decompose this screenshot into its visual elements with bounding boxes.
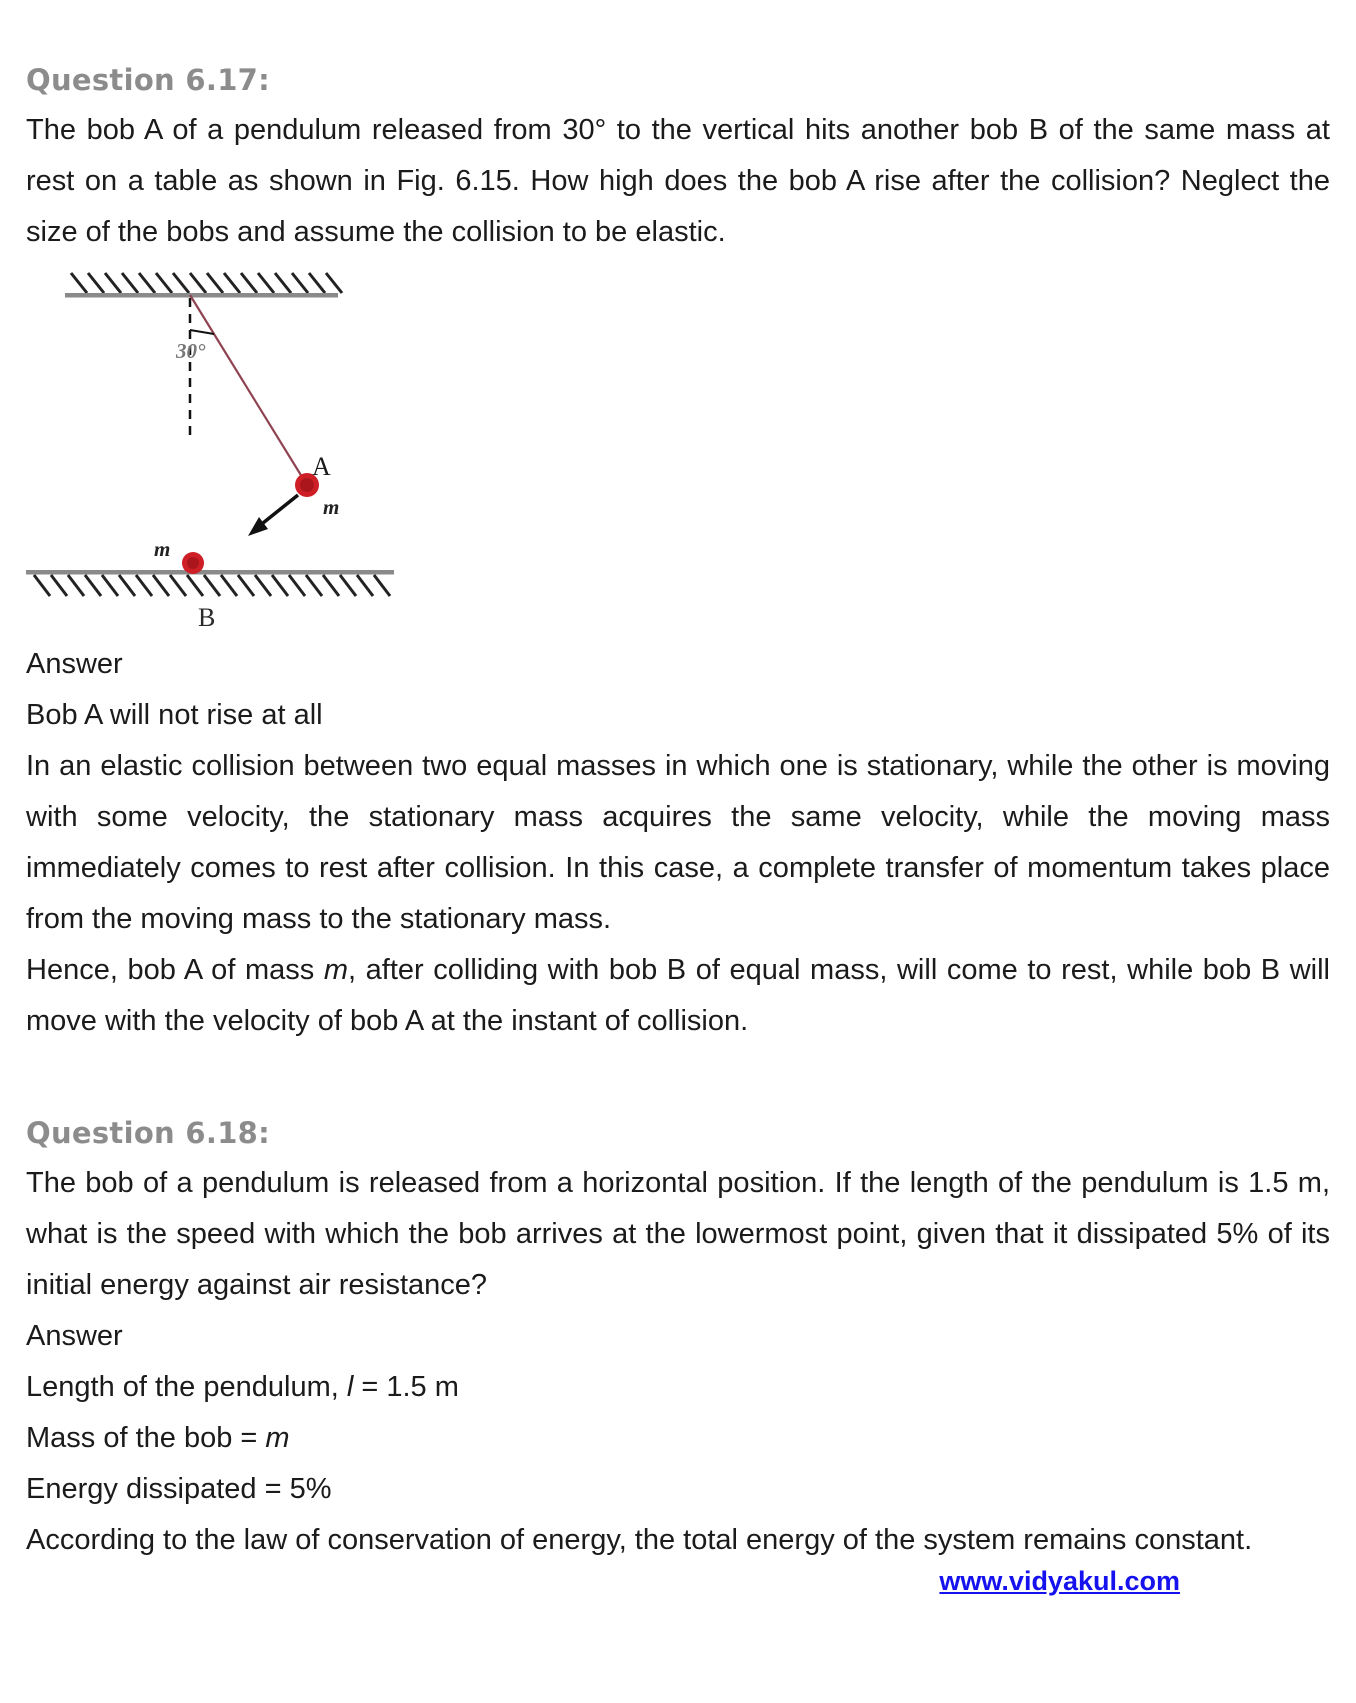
angle-arc <box>190 330 214 334</box>
mass-italic-m: m <box>265 1422 290 1454</box>
pendulum-length-line <box>26 1362 1330 1413</box>
hence-italic-m: m <box>323 954 349 986</box>
mass-prefix: Mass of the bob = <box>26 1422 266 1454</box>
energy-dissipated-line: Energy dissipated = 5% <box>26 1473 332 1505</box>
table-line <box>26 570 394 575</box>
length-prefix: Length of the pendulum, <box>26 1371 347 1403</box>
question-6-18-text: The bob of a pendulum is released from a horizontal position. If the length of the pendulum is 1.5 m, what is the speed with which the bob arrives at the lowermost point, given that it dissipated 5% of its initial energy against air resistance? <box>26 1167 1330 1301</box>
hence-suffix: , after colliding with bob B of equal mass, will come to rest, while bob B will move with the velocity of bob A at the instant of collision. <box>26 954 1330 1037</box>
pendulum-figure <box>26 268 1330 636</box>
question-6-18-heading: Question 6.18: <box>26 1116 271 1150</box>
angle-label: 30° <box>176 339 206 363</box>
answer-label-q18: Answer <box>26 1320 123 1352</box>
conservation-line: According to the law of conservation of energy, the total energy of the system remains constant. <box>26 1524 1253 1556</box>
table-hatching <box>34 575 390 596</box>
question-6-17-heading: Question 6.17: <box>26 63 271 97</box>
fig-6-15-pendulum-diagram <box>26 268 426 636</box>
hence-prefix: Hence, bob A of mass <box>26 954 324 986</box>
answer-hence-line <box>26 945 1330 1047</box>
bob-a-label: A <box>312 452 331 481</box>
pendulum-string <box>190 295 307 485</box>
answer-paragraph: In an elastic collision between two equal masses in which one is stationary, while the other is moving with some velocity, the stationary mass acquires the same velocity, while the moving mass immediately comes to rest after collision. In this case, a complete transfer of momentum takes place from the moving mass to the stationary mass. <box>26 750 1330 935</box>
bob-b-shade <box>187 557 199 569</box>
bob-b-label: B <box>198 603 216 632</box>
answer-label-q17: Answer <box>26 648 123 680</box>
ceiling-hatching <box>71 273 342 293</box>
bob-mass-line <box>26 1413 1330 1464</box>
velocity-arrow-shaft <box>263 495 298 523</box>
ceiling-line <box>65 293 338 298</box>
vidyakul-link[interactable]: www.vidyakul.com <box>939 1566 1180 1596</box>
question-6-17-text: The bob A of a pendulum released from 30° to the vertical hits another bob B of the same mass at rest on a table as shown in Fig. 6.15. How high does the bob A rise after the collision? Neglect the size of the bobs and assume the collision to be elastic. <box>26 114 1330 248</box>
bob-a-mass-label: m <box>323 495 340 519</box>
footer <box>26 1566 1330 1596</box>
bob-b-mass-label: m <box>154 537 171 561</box>
length-italic-l: l <box>346 1371 354 1403</box>
length-suffix: = 1.5 m <box>353 1371 459 1403</box>
answer-line-1: Bob A will not rise at all <box>26 699 323 731</box>
